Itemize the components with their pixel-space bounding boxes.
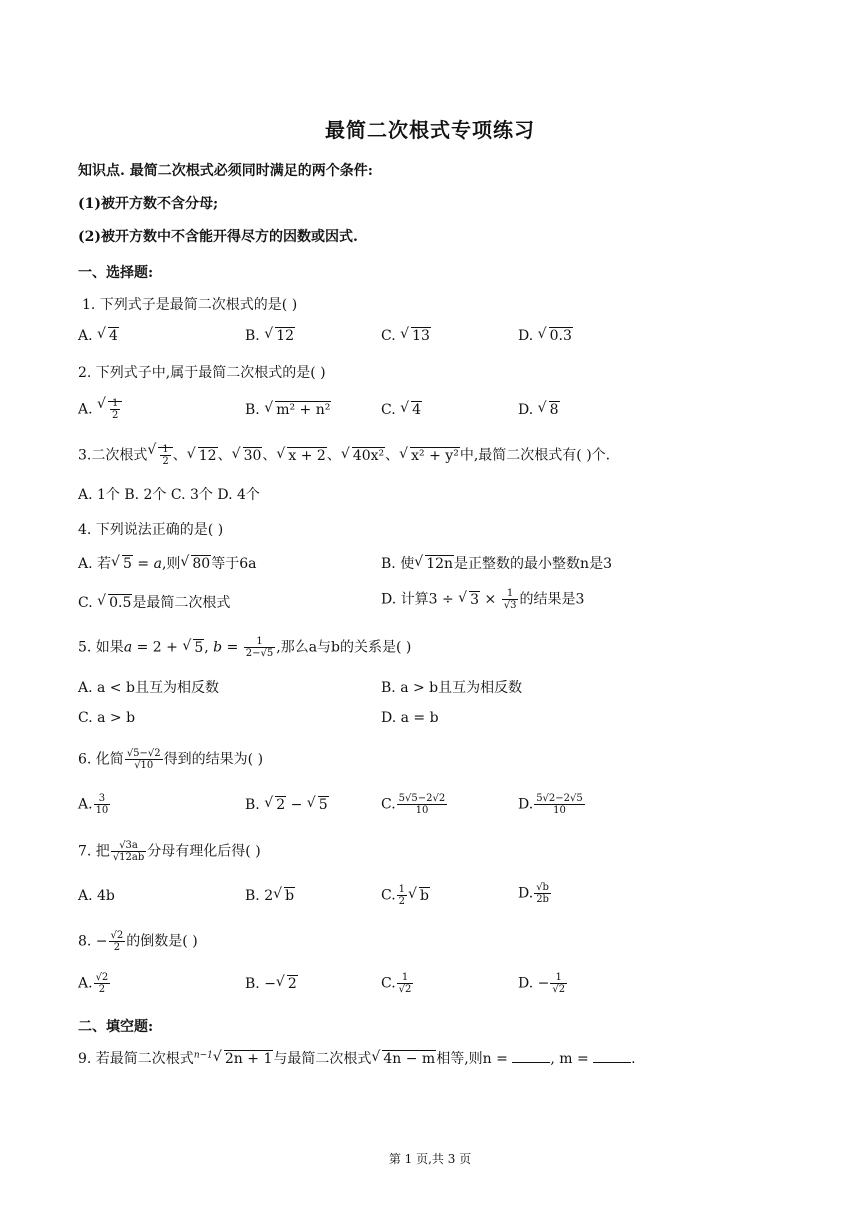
question-1-stem: 1. 下列式子是最简二次根式的是( ) — [82, 297, 298, 313]
question-4-stem: 4. 下列说法正确的是( ) — [78, 522, 224, 538]
q5-option-a[interactable]: A. a < b且互为相反数 — [78, 680, 219, 696]
q1-option-c[interactable]: C. √ 13 — [381, 328, 431, 344]
q4-option-d[interactable]: D. 计算3 ÷ √ 3 × $\frac{1}{√3}$ 的结果是3 — [381, 588, 584, 611]
page-title: 最简二次根式专项练习 — [325, 118, 535, 142]
question-5-stem: 5. 如果a = 2 + √ 5, b = $\frac{1}{2-√5}$ ,那么a与b的关系是( ) — [78, 636, 411, 659]
q8-option-d[interactable]: D. − $\frac{1}{√2}$ — [518, 972, 566, 995]
q7-option-d[interactable]: D. $\frac{√b}{2b}$ — [518, 882, 549, 905]
condition-1: (1)被开方数不含分母; — [78, 196, 219, 212]
q7-option-b[interactable]: B. 2√ b — [245, 888, 295, 904]
page-footer: 第 1 页,共 3 页 — [388, 1152, 472, 1166]
answer-blank-m[interactable] — [593, 1050, 631, 1063]
q7-option-c[interactable]: C. $\frac{1}{2}$ √ b — [381, 884, 430, 907]
q5-option-c[interactable]: C. a > b — [78, 710, 136, 726]
q7-option-a[interactable]: A. 4b — [78, 888, 115, 904]
q2-option-d[interactable]: D. √ 8 — [518, 402, 560, 418]
q8-option-b[interactable]: B. −√ 2 — [245, 976, 298, 992]
q8-option-a[interactable]: A. $\frac{√2}{2}$ — [78, 972, 109, 995]
q1-option-b[interactable]: B. √ 12 — [245, 328, 295, 344]
q4-option-c[interactable]: C. √ 0.5是最简二次根式 — [78, 592, 230, 612]
q5-option-b[interactable]: B. a > b且互为相反数 — [381, 680, 523, 696]
q6-option-c[interactable]: C. $\frac{5√5-2√2}{10}$ — [381, 793, 446, 816]
answer-blank-n[interactable] — [512, 1050, 550, 1063]
condition-2: (2)被开方数中不含能开得尽方的因数或因式. — [78, 229, 358, 245]
q2-option-b[interactable]: B. √ m² + n² — [245, 402, 331, 418]
q3-options[interactable]: A. 1个 B. 2个 C. 3个 D. 4个 — [78, 487, 260, 503]
question-8-stem: 8. − $\frac{√2}{2}$ 的倒数是( ) — [78, 930, 198, 953]
q5-option-d[interactable]: D. a = b — [381, 710, 439, 726]
q1-option-d[interactable]: D. √ 0.3 — [518, 328, 573, 344]
knowledge-point: 知识点. 最简二次根式必须同时满足的两个条件: — [78, 163, 373, 179]
q6-option-d[interactable]: D. $\frac{5√2-2√5}{10}$ — [518, 793, 583, 816]
question-3-stem: 3.二次根式 √ $\frac{1}{2}$ 、√ 12、√ 30、√ x + 2、√ 40x²、√ x² + y²中,最简二次根式有( )个. — [78, 444, 610, 467]
question-9-stem: 9. 若最简二次根式$^{n-1}$√ 2n + 1与最简二次根式√ 4n − m相等,则n = , m = . — [78, 1048, 636, 1068]
q1-option-a[interactable]: A. √ 4 — [78, 328, 119, 344]
q2-option-a[interactable]: A. √ $\frac{1}{2}$ — [78, 398, 122, 421]
section-fill-heading: 二、填空题: — [78, 1019, 154, 1035]
section-choice-heading: 一、选择题: — [78, 265, 154, 281]
question-2-stem: 2. 下列式子中,属于最简二次根式的是( ) — [78, 365, 326, 381]
q4-option-b[interactable]: B. 使√ 12n是正整数的最小整数n是3 — [381, 553, 612, 573]
question-6-stem: 6. 化简 $\frac{√5-√2}{√10}$ 得到的结果为( ) — [78, 748, 264, 771]
question-7-stem: 7. 把 $\frac{√3a}{√12ab}$ 分母有理化后得( ) — [78, 840, 261, 863]
q8-option-c[interactable]: C. $\frac{1}{√2}$ — [381, 972, 412, 995]
q2-option-c[interactable]: C. √ 4 — [381, 402, 422, 418]
q4-option-a[interactable]: A. 若√ 5 = a,则√ 80等于6a — [78, 553, 256, 573]
q6-option-a[interactable]: A. $\frac{3}{10}$ — [78, 793, 109, 816]
q6-option-b[interactable]: B. √ 2 − √ 5 — [245, 797, 329, 813]
